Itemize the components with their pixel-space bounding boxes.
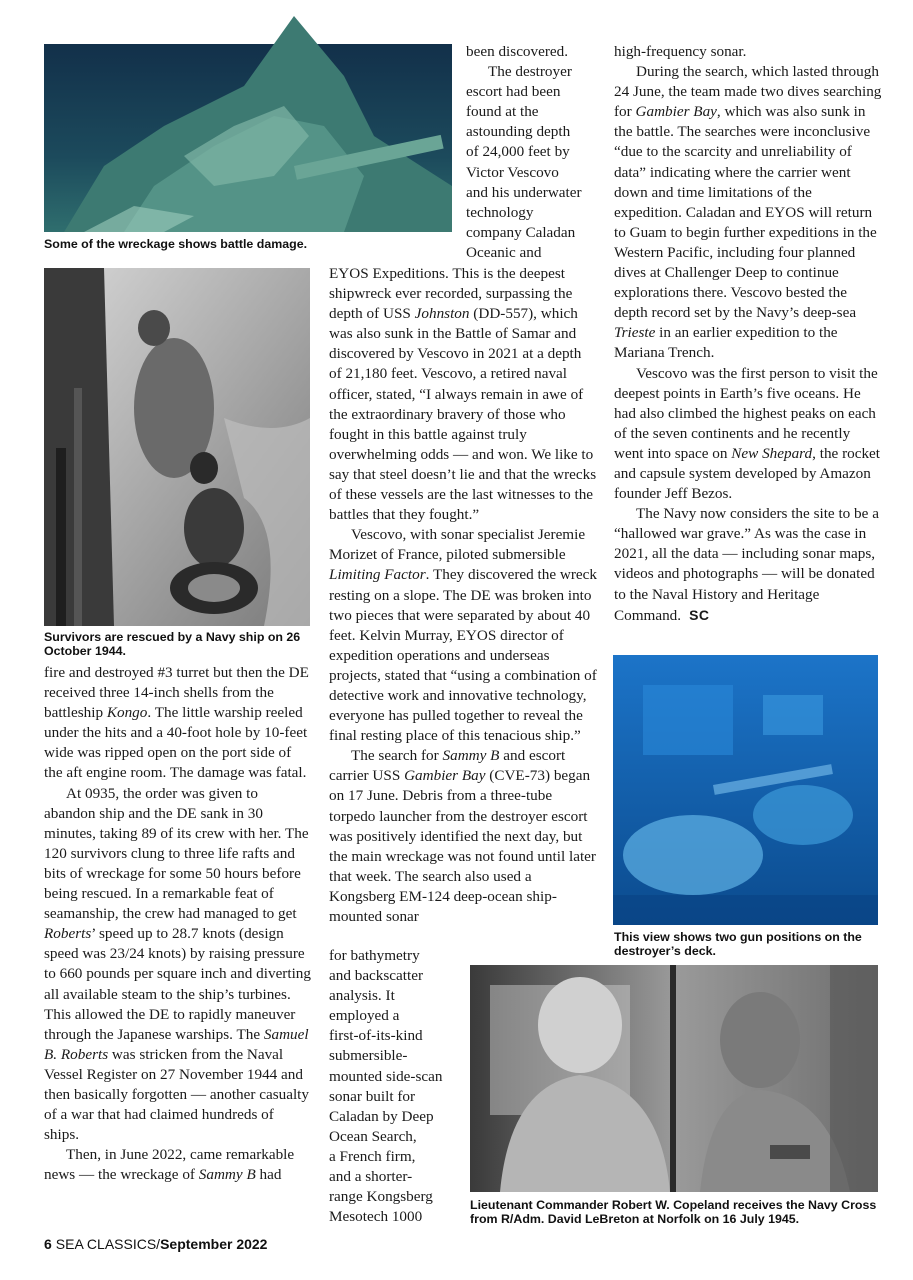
issue-date: September 2022 [160,1236,268,1252]
page-footer [44,1236,267,1252]
page-number: 6 [44,1236,52,1252]
col3-paragraph-1: high-frequency sonar. [614,43,747,60]
column-2-narrow-text: for bathymetry and backscatter analysis. It employed a first-of-its-kind submersible- mounted side-scan sonar built for Caladan by Deep Ocean Search, a French firm, and a shorter- range Kongsberg Mesotech 1000 [329,947,443,1226]
survivors-caption: Survivors are rescued by a Navy ship on 26 October 1944. [44,630,301,658]
column-2-text [329,264,597,927]
col1-paragraph-1: fire and destroyed #3 turret but then the DE received three 14-inch shells from the battleship Kongo. The little warship reeled under the hits and a 40-foot hole by 10-feet wide was ripped open on the port side of the aft engine room. The damage was fatal. [44,664,309,782]
survivors-photo [44,268,310,626]
copeland-caption: Lieutenant Commander Robert W. Copeland receives the Navy Cross from R/Adm. David LeBreton at Norfolk on 16 July 1945. [470,1198,877,1226]
col3-paragraph-2: During the search, which lasted through 24 June, the team made two dives searching for Gambier Bay, which was also sunk in the battle. The searches were inconclusive “due to the scarcity and unreliability of data” indicating where the carrier went down and time limitations of the expedition. Caladan and EYOS will return to Guam to begin further expeditions in the Western Pacific, including four planned dives at Challenger Deep to continue explorations there. Vescovo bested the depth record set by the Navy’s deep-sea Trieste in an earlier expedition to the Mariana Trench. [614,63,882,362]
deck-caption: This view shows two gun positions on the destroyer’s deck. [614,930,862,958]
end-mark: SC [689,606,710,623]
col2-paragraph-1: EYOS Expeditions. This is the deepest shipwreck ever recorded, surpassing the depth of USS Johnston (DD-557), which was also sunk in the Battle of Samar and discovered by Vescovo in 2021 at a depth of 21,180 feet. Vescovo, a retired naval officer, stated, “I always remain in awe of the extraordinary bravery of those who fought in this battle against truly overwhelming odds — and won. We like to say that steel doesn’t lie and that the wrecks of these vessels are the last witnesses to the battles that they fought.” [329,265,597,524]
col2-paragraph-2: Vescovo, with sonar specialist Jeremie Morizet of France, piloted submersible Limiting Factor. They discovered the wreck resting on a slope. The DE was broken into two pieces that were separated by about 40 feet. Kelvin Murray, EYOS director of expedition operations and underseas projects, stated that “using a combination of detective work and innovative technology, everyone has pulled together to reveal the final resting place of this tenacious ship.” [329,526,597,745]
wreckage-photo [44,16,452,232]
wreckage-caption: Some of the wreckage shows battle damage. [44,237,308,251]
col3-paragraph-3: Vescovo was the first person to visit the deepest points in Earth’s five oceans. He had also climbed the highest peaks on each of the seven continents and he recently went into space on New Shepard, the rocket and capsule system developed by Amazon founder Jeff Bezos. [614,364,881,503]
column-2-top-text: been discovered. The destroyer escort had been found at the astounding depth of 24,000 feet by Victor Vescovo and his underwater technology company Caladan Oceanic and [466,43,582,261]
column-3-text [614,42,882,626]
column-1-text [44,663,312,1185]
col2-paragraph-3: The search for Sammy B and escort carrier USS Gambier Bay (CVE-73) began on 17 June. Debris from a three-tube torpedo launcher from the destroyer escort was positively identified the next day, but the main wreckage was not found until later that week. The search also used a Kongsberg EM-124 deep-ocean ship-mounted sonar [329,747,596,925]
magazine-name: SEA CLASSICS/ [55,1236,161,1252]
deck-photo [613,655,878,925]
col3-paragraph-4: The Navy now considers the site to be a “hallowed war grave.” As was the case in 2021, all the data — including sonar maps, videos and photographs — will be donated to the Naval History and Heritage Command. SC [614,505,879,624]
col1-paragraph-3: Then, in June 2022, came remarkable news — the wreckage of Sammy B had [44,1146,295,1184]
copeland-photo [470,965,878,1192]
col1-paragraph-2: At 0935, the order was given to abandon ship and the DE sank in 30 minutes, taking 89 of its crew with her. The 120 survivors clung to three life rafts and bits of wreckage for some 50 hours before being rescued. In a remarkable feat of seamanship, the crew had managed to get Roberts’ speed up to 28.7 knots (design speed was 23/24 knots) by raising pressure to 660 pounds per square inch and diverting all available steam to the ship’s turbines. This allowed the DE to rapidly maneuver through the Japanese warships. The Samuel B. Roberts was stricken from the Naval Vessel Register on 27 November 1944 and then basically forgotten — another casualty of a war that had claimed hundreds of ships. [44,784,311,1144]
